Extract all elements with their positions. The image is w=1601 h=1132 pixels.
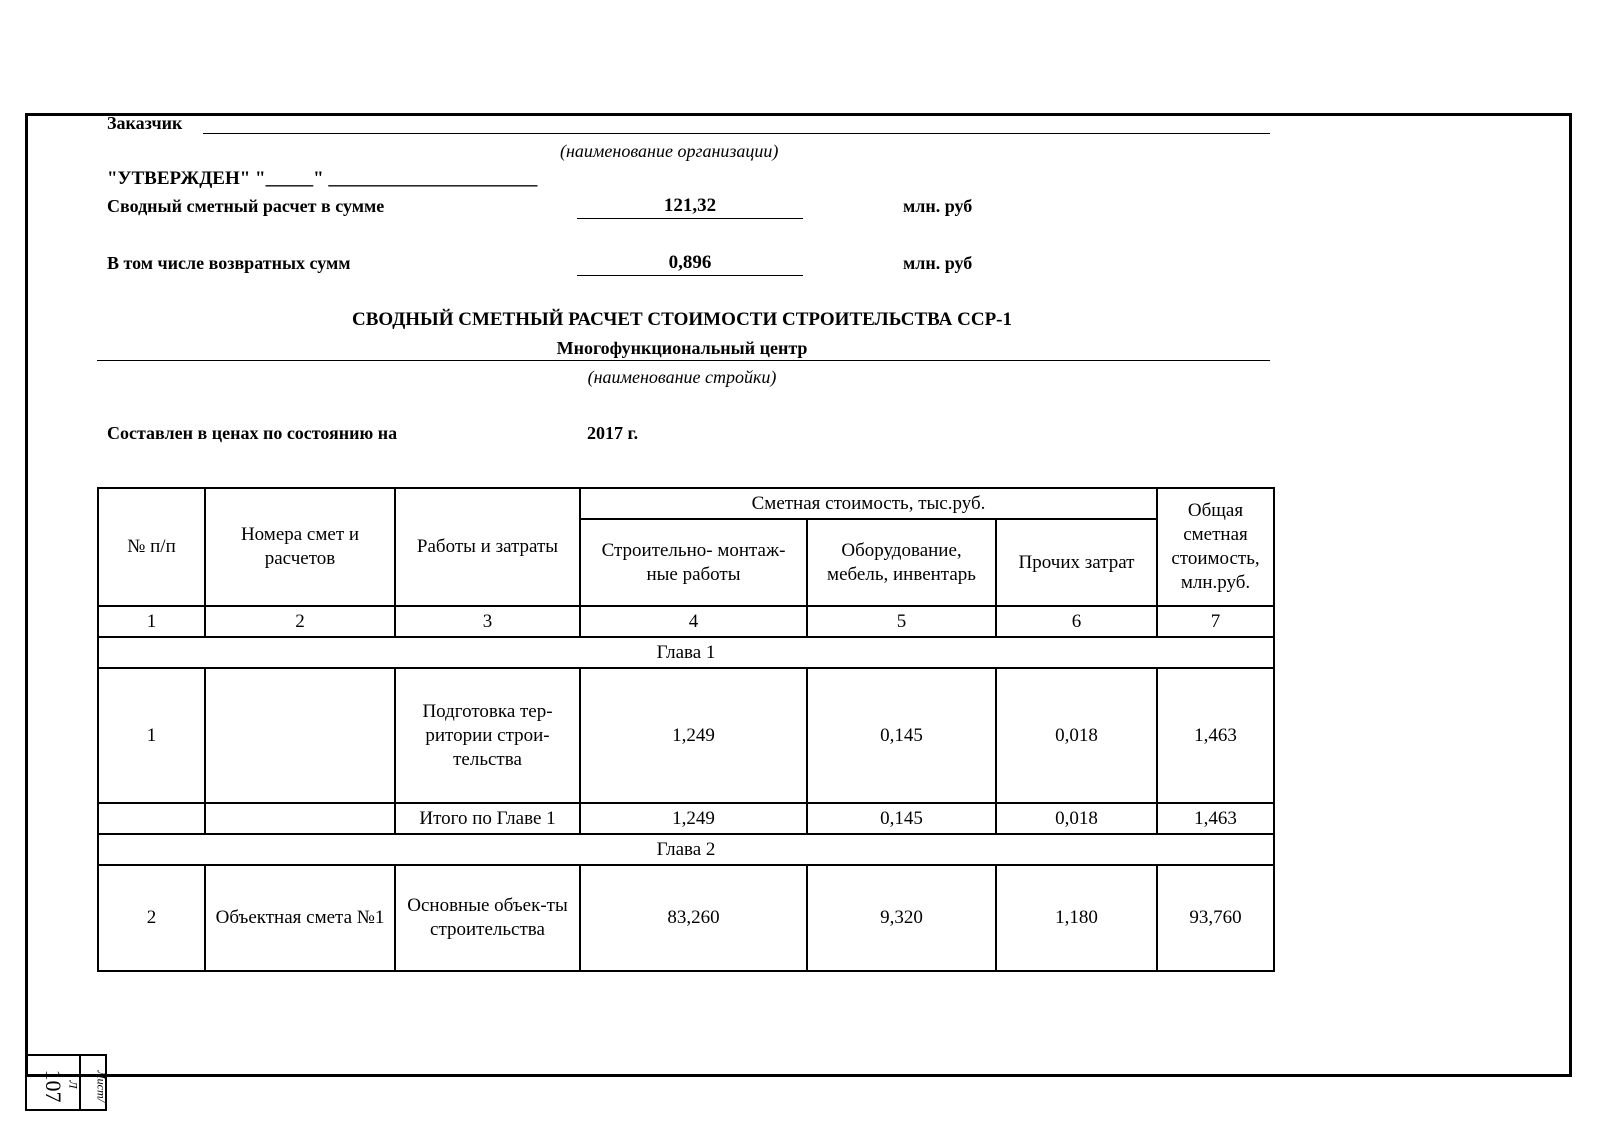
sheet-stamp (25, 1054, 107, 1111)
org-caption: (наименование организации) (560, 141, 779, 161)
column-numbers-row (98, 606, 1274, 637)
row-estimate (205, 668, 395, 803)
empty-cell (98, 803, 205, 834)
returnable-label: В том числе возвратных сумм (107, 253, 351, 273)
sheet-number: 107 (41, 1069, 66, 1103)
chapter-1-subtotal-row (98, 803, 1274, 834)
prices-label: Составлен в ценах по состоянию на (107, 423, 398, 443)
sum-underline (577, 218, 803, 219)
column-number: 7 (1157, 606, 1274, 637)
customer-underline (203, 133, 1270, 134)
chapter-1-title: Глава 1 (98, 637, 1274, 668)
subtotal-construction: 1,249 (580, 803, 807, 834)
row-construction: 1,249 (580, 668, 807, 803)
row-construction: 83,260 (580, 865, 807, 971)
document-title: СВОДНЫЙ СМЕТНЫЙ РАСЧЕТ СТОИМОСТИ СТРОИТЕЛЬСТВА ССР-1 (351, 309, 1013, 330)
subtotal-other: 0,018 (996, 803, 1157, 834)
returnable-underline (577, 275, 803, 276)
row-other: 1,180 (996, 865, 1157, 971)
table-row (98, 668, 1274, 803)
chapter-2-title: Глава 2 (98, 834, 1274, 865)
header-total: Общая сметная стоимость, млн.руб. (1157, 488, 1274, 606)
empty-cell (205, 803, 395, 834)
row-equipment: 0,145 (807, 668, 996, 803)
row-other: 0,018 (996, 668, 1157, 803)
row-total: 1,463 (1157, 668, 1274, 803)
row-equipment: 9,320 (807, 865, 996, 971)
header-works: Работы и затраты (395, 488, 580, 606)
column-number: 1 (98, 606, 205, 637)
header-cost-group: Сметная стоимость, тыс.руб. (580, 488, 1157, 519)
subtotal-equipment: 0,145 (807, 803, 996, 834)
subtotal-label: Итого по Главе 1 (395, 803, 580, 834)
column-number: 5 (807, 606, 996, 637)
returnable-value: 0,896 (668, 252, 712, 273)
project-name: Многофункциональный центр (556, 338, 808, 358)
row-works: Подготовка тер-ритории строи-тельства (395, 668, 580, 803)
table-row (98, 865, 1274, 971)
sheet-label: Лист/Л (66, 1070, 109, 1102)
sum-value: 121,32 (663, 195, 717, 216)
estimate-table (97, 487, 1275, 972)
prices-year: 2017 г. (587, 423, 639, 443)
row-num: 1 (98, 668, 205, 803)
header-equipment: Оборудование, мебель, инвентарь (807, 519, 996, 606)
column-number: 2 (205, 606, 395, 637)
sum-label: Сводный сметный расчет в сумме (107, 196, 385, 216)
sum-unit: млн. руб (903, 196, 973, 216)
project-caption: (наименование стройки) (587, 367, 777, 387)
customer-label: Заказчик (107, 113, 183, 133)
row-estimate: Объектная смета №1 (205, 865, 395, 971)
row-num: 2 (98, 865, 205, 971)
returnable-unit: млн. руб (903, 253, 973, 273)
project-underline (97, 360, 1270, 361)
column-number: 6 (996, 606, 1157, 637)
header-num: № п/п (98, 488, 205, 606)
subtotal-total: 1,463 (1157, 803, 1274, 834)
header-estimate-numbers: Номера смет и расчетов (205, 488, 395, 606)
header-construction: Строительно- монтаж-ные работы (580, 519, 807, 606)
column-number: 3 (395, 606, 580, 637)
column-number: 4 (580, 606, 807, 637)
approved-line: "УТВЕРЖДЕН" "_____" ______________________ (107, 168, 538, 189)
row-works: Основные объек-ты строительства (395, 865, 580, 971)
row-total: 93,760 (1157, 865, 1274, 971)
header-other: Прочих затрат (996, 519, 1157, 606)
